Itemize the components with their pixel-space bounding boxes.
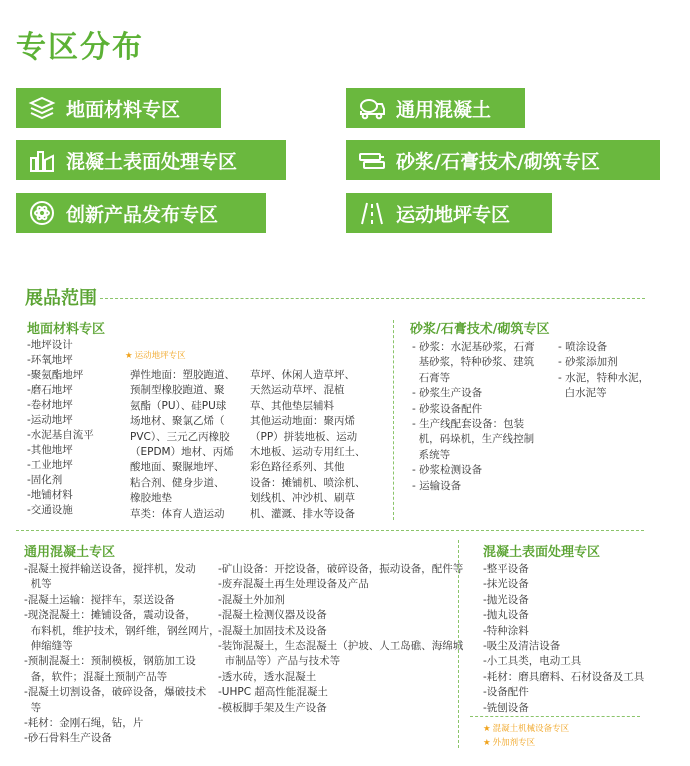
list-item: -小工具类，电动工具 — [483, 655, 582, 668]
text-line: -混凝土加固技术及设备 — [218, 624, 327, 637]
surface-items-list — [483, 562, 644, 716]
page-title: 专区分布 — [16, 30, 144, 65]
floor-section-title: 地面材料专区 — [27, 322, 106, 337]
zone-label: 运动地坪专区 — [396, 203, 511, 226]
text-line: 橡胶地垫 — [130, 492, 172, 505]
text-line: - 喷涂设备 — [558, 341, 608, 353]
text-line: 草、其他垫层辅料 — [250, 399, 334, 412]
list-item: -聚氨酯地坪 — [27, 369, 84, 381]
zone-floor-materials — [16, 88, 221, 128]
text-line: 系统等 — [412, 448, 451, 461]
atom-icon — [28, 199, 56, 227]
text-line: -装饰混凝土，生态混凝土（护坡、人工岛礁、海绵城 — [218, 640, 464, 653]
surface-section-title: 混凝土表面处理专区 — [483, 545, 601, 560]
text-line: 石膏等 — [412, 371, 451, 384]
text-line: 草坪、休闲人造草坪、 — [250, 369, 355, 381]
text-line: （PP）拼装地板、运动 — [250, 430, 358, 443]
text-line: 彩色路径系列、其他 — [250, 461, 345, 474]
list-item: -固化剂 — [27, 474, 63, 486]
zone-general-concrete — [346, 88, 525, 128]
factory-icon — [28, 146, 56, 174]
star-icon: ★ — [483, 724, 491, 734]
subzone-label: 混凝土机械设备专区 — [492, 724, 570, 734]
list-item: -水泥基自流平 — [27, 429, 94, 441]
list-item: -工业地坪 — [27, 459, 73, 471]
list-item: -磨石地坪 — [27, 384, 73, 396]
list-item: -环氧地坪 — [27, 354, 73, 366]
text-line: 粘合剂、健身步道、 — [130, 476, 225, 489]
mortar-section-title: 砂浆/石膏技术/砌筑专区 — [410, 322, 550, 337]
text-line: -混凝土外加剂 — [218, 593, 285, 606]
text-line: -混凝土运输：搅拌车，泵送设备 — [24, 593, 175, 606]
text-line: - 砂浆设备配件 — [412, 402, 483, 415]
text-line: 划线机、冲沙机、刷草 — [250, 492, 355, 505]
zone-label: 通用混凝土 — [396, 98, 492, 121]
text-line: -模板脚手架及生产设备 — [218, 701, 327, 714]
text-line: - 水泥，特种水泥， — [558, 371, 650, 384]
list-item: -耗材：磨具磨料、石材设备及工具 — [483, 670, 645, 683]
text-line: -矿山设备：开挖设备，破碎设备，振动设备，配件等 — [218, 563, 464, 575]
subzone-label: 运动地坪专区 — [134, 351, 186, 361]
concrete-col1 — [24, 562, 220, 747]
text-line: -混凝土切割设备，破碎设备，爆破技术 — [24, 686, 207, 699]
list-item: -交通设施 — [27, 504, 73, 516]
sports-subzone-label — [125, 349, 186, 361]
text-line: 弹性地面：塑胶跑道、 — [130, 369, 235, 381]
text-line: 机、灌溉、排水等设备 — [250, 507, 355, 520]
text-line: - 砂浆：水泥基砂浆，石膏 — [412, 341, 535, 353]
text-line: PVC）、三元乙丙橡胶 — [130, 430, 230, 443]
zone-label: 砂浆/石膏技术/砌筑专区 — [396, 150, 600, 173]
text-line: （EPDM）地材、丙烯 — [130, 446, 234, 459]
list-item: -设备配件 — [483, 686, 529, 699]
text-line: 预制型橡胶跑道、聚 — [130, 384, 225, 397]
list-item: -铣刨设备 — [483, 701, 529, 714]
sports-floor-col2 — [250, 368, 366, 522]
list-item: -卷材地坪 — [27, 399, 73, 411]
zone-label: 地面材料专区 — [66, 98, 181, 121]
text-line: 伸缩缝等 — [24, 640, 73, 653]
list-item: -运动地坪 — [27, 414, 73, 426]
text-line: 其他运动地面：聚丙烯 — [250, 415, 355, 428]
list-item: -其他地坪 — [27, 444, 73, 456]
mortar-col1 — [412, 340, 535, 494]
zone-label: 混凝土表面处理专区 — [66, 150, 238, 173]
text-line: 场地材、聚氯乙烯（ — [130, 415, 225, 428]
sports-floor-col1 — [130, 368, 235, 522]
text-line: 布料机，维护技术，钢纤维，钢丝网片， — [24, 624, 220, 637]
list-item: -抛丸设备 — [483, 609, 529, 622]
mortar-col2 — [558, 340, 649, 402]
text-line: 市制品等）产品与技术等 — [218, 655, 341, 668]
divider — [16, 530, 644, 531]
road-icon — [358, 199, 386, 227]
list-item: -地铺材料 — [27, 489, 73, 501]
mixer-truck-icon — [358, 94, 386, 122]
exhibits-title: 展品范围 — [25, 288, 97, 309]
zone-label: 创新产品发布专区 — [66, 203, 219, 226]
text-line: -混凝土搅拌输送设备，搅拌机，发动 — [24, 563, 196, 575]
concrete-section-title: 通用混凝土专区 — [24, 545, 116, 560]
zone-concrete-surface — [16, 140, 286, 180]
text-line: 草类：体育人造运动 — [130, 507, 225, 520]
text-line: - 砂浆检测设备 — [412, 464, 483, 477]
list-item: -吸尘及清洁设备 — [483, 640, 561, 653]
list-item: -抛光设备 — [483, 593, 529, 606]
subzone-label: 外加剂专区 — [492, 738, 536, 748]
zone-sports-floor — [346, 193, 552, 233]
text-line: -现浇混凝土：摊铺设备，震动设备， — [24, 609, 196, 622]
text-line: 机等 — [24, 578, 52, 591]
zone-innovation — [16, 193, 266, 233]
layers-icon — [28, 94, 56, 122]
divider — [393, 320, 394, 520]
text-line: 木地板、运动专用红土、 — [250, 446, 366, 459]
machinery-subzone-label — [483, 722, 569, 734]
list-item: -地坪设计 — [27, 339, 73, 351]
text-line: 备，软件；混凝土预制产品等 — [24, 670, 168, 683]
divider — [458, 540, 459, 748]
text-line: 基砂浆，特种砂浆、建筑 — [412, 356, 535, 369]
text-line: -混凝土检测仪器及设备 — [218, 609, 327, 622]
text-line: 机，码垛机，生产线控制 — [412, 433, 535, 446]
divider — [100, 298, 645, 299]
star-icon: ★ — [125, 351, 133, 361]
text-line: -透水砖，透水混凝土 — [218, 670, 317, 683]
list-item: -抹光设备 — [483, 578, 529, 591]
text-line: -预制混凝土：预制模板，钢筋加工设 — [24, 655, 196, 668]
divider — [470, 716, 640, 717]
text-line: - 生产线配套设备：包装 — [412, 418, 525, 431]
text-line: 氨酯（PU）、硅PU球 — [130, 399, 227, 412]
text-line: 等 — [24, 701, 42, 714]
text-line: - 运输设备 — [412, 479, 462, 492]
text-line: -砂石骨料生产设备 — [24, 732, 112, 745]
text-line: -UHPC 超高性能混凝土 — [218, 686, 328, 699]
text-line: 设备：摊铺机、喷涂机、 — [250, 476, 366, 489]
zone-mortar-gypsum — [346, 140, 660, 180]
list-item: -整平设备 — [483, 563, 529, 575]
text-line: - 砂浆生产设备 — [412, 387, 483, 400]
text-line: -耗材：金刚石绳，钻，片 — [24, 717, 144, 730]
text-line: - 砂浆添加剂 — [558, 356, 618, 369]
list-item: -特种涂料 — [483, 624, 529, 637]
text-line: 天然运动草坪、混植 — [250, 384, 345, 397]
concrete-col2 — [218, 562, 463, 716]
text-line: 白水泥等 — [558, 387, 607, 400]
star-icon: ★ — [483, 738, 491, 748]
admixture-subzone-label — [483, 736, 535, 748]
text-line: 酸地面、聚脲地坪、 — [130, 461, 225, 474]
pipe-icon — [358, 146, 386, 174]
text-line: -废弃混凝土再生处理设备及产品 — [218, 578, 369, 591]
floor-items-list — [27, 338, 94, 518]
